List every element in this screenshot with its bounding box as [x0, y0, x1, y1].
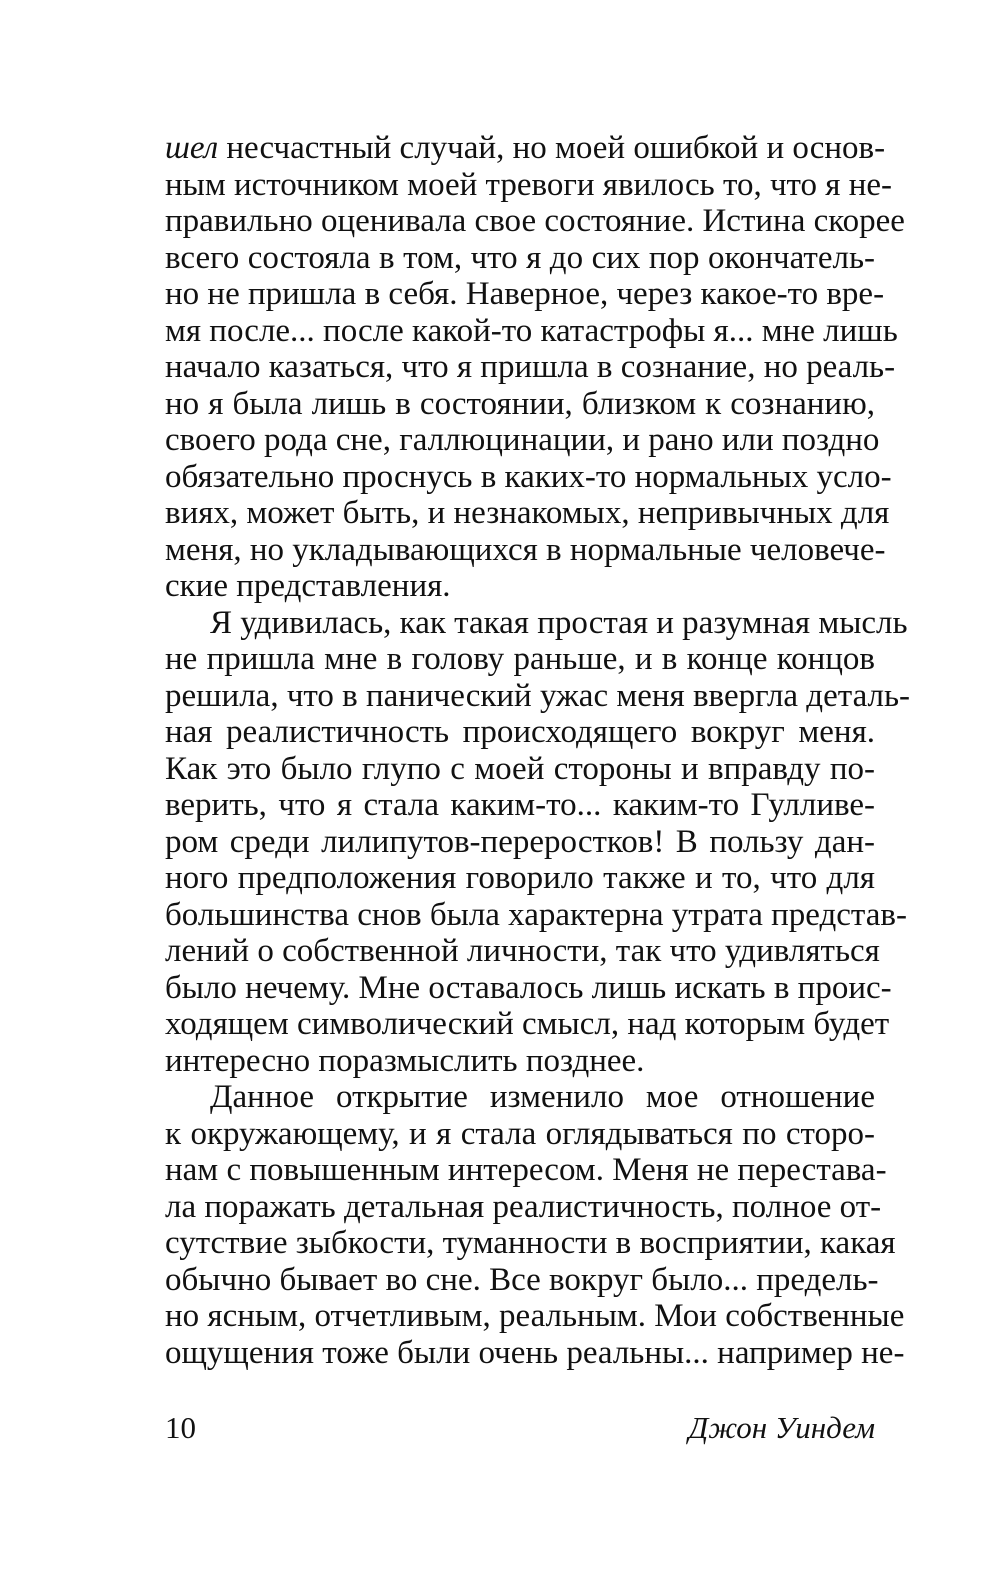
text-line: сутствие зыбкости, туманности в восприятии, какая — [165, 1225, 896, 1261]
text-line — [165, 130, 886, 167]
text-line: ходящем символический смысл, над которым будет — [165, 1006, 890, 1042]
text-line: обычно бывает во сне. Все вокруг было... предель- — [165, 1261, 879, 1298]
text-line: всего состояла в том, что я до сих пор окончатель- — [165, 239, 875, 276]
text-line: верить, что я стала каким-то... каким-то Гулливе- — [165, 787, 875, 823]
text-line: обязательно проснусь в каких-то нормальных усло- — [165, 458, 892, 495]
text-line: но не пришла в себя. Наверное, через какое-то вре- — [165, 276, 885, 312]
text-line: нам с повышенным интересом. Меня не перестава- — [165, 1152, 887, 1188]
running-author: Джон Уиндем — [688, 1410, 875, 1445]
text-line: не пришла мне в голову раньше, и в конце концов — [165, 641, 875, 677]
text-line: ного предположения говорило также и то, что для — [165, 860, 875, 896]
text-line: меня, но укладывающихся в нормальные человече- — [165, 531, 886, 568]
body-text — [165, 130, 911, 1371]
page-footer — [165, 1408, 875, 1448]
text-line: Как это было глупо с моей стороны и вправду по- — [165, 750, 875, 787]
text-line: ным источником моей тревоги явилось то, что я не- — [165, 166, 892, 203]
text-line: правильно оценивала свое состояние. Истина скорее — [165, 203, 905, 239]
text-line: большинства снов была характерна утрата представ- — [165, 896, 907, 933]
text-line-paragraph-end: интересно поразмыслить позднее. — [165, 1042, 645, 1079]
text-line: своего рода сне, галлюцинации, и рано или поздно — [165, 422, 880, 458]
text-line: но я была лишь в состоянии, близком к сознанию, — [165, 385, 875, 422]
text-line-paragraph-start: Я удивилась, как такая простая и разумная мысль — [210, 604, 908, 641]
page-number: 10 — [165, 1410, 196, 1445]
text-line-content: несчастный случай, но моей ошибкой и основ- — [218, 130, 886, 166]
text-line: к окружающему, и я стала оглядываться по сторо- — [165, 1115, 875, 1152]
text-line: ощущения тоже были очень реальны... например не- — [165, 1334, 905, 1371]
text-line: виях, может быть, и незнакомых, непривычных для — [165, 495, 890, 531]
text-line: лений о собственной личности, так что удивляться — [165, 933, 880, 969]
text-line-paragraph-end: ские представления. — [165, 568, 451, 604]
text-line: мя после... после какой-то катастрофы я... мне лишь — [165, 312, 898, 349]
text-line: ла поражать детальная реалистичность, полное от- — [165, 1188, 882, 1225]
text-line: но ясным, отчетливым, реальным. Мои собственные — [165, 1298, 905, 1334]
text-line: решила, что в панический ужас меня ввергла деталь- — [165, 677, 911, 714]
text-line: ная реалистичность происходящего вокруг меня. — [165, 714, 875, 750]
text-line-paragraph-start: Данное открытие изменило мое отношение — [210, 1079, 875, 1115]
text-line: было нечему. Мне оставалось лишь искать в проис- — [165, 969, 892, 1006]
text-line: ром среди лилипутов-переростков! В пользу дан- — [165, 823, 875, 860]
text-line-italic-lead: шел — [165, 130, 219, 166]
text-line: начало казаться, что я пришла в сознание, но реаль- — [165, 349, 896, 385]
